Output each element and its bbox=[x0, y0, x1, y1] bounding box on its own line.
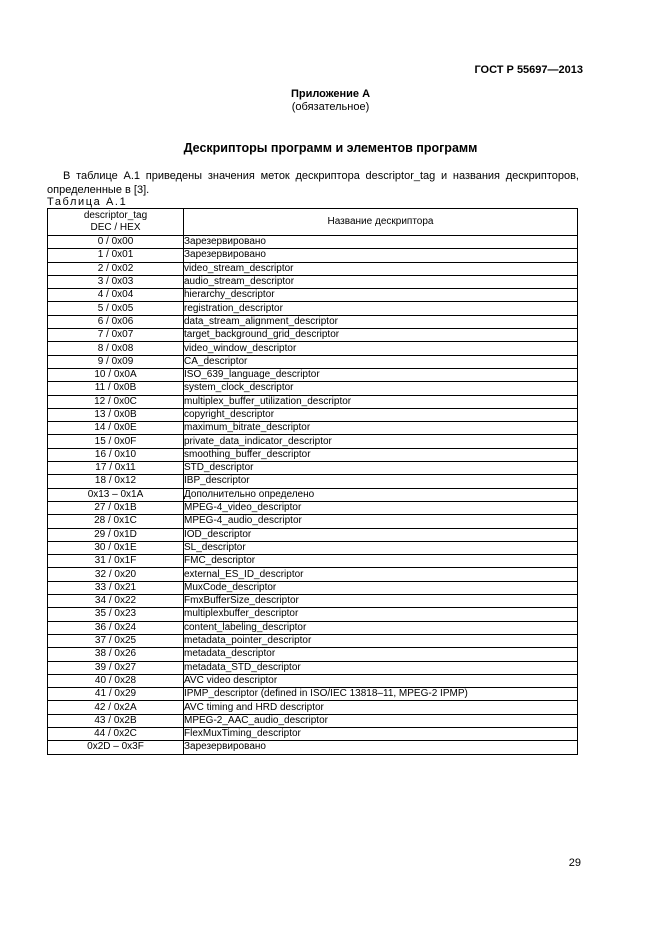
descriptor-name-cell: MPEG-2_AAC_audio_descriptor bbox=[184, 714, 578, 727]
descriptor-name-cell: metadata_STD_descriptor bbox=[184, 661, 578, 674]
descriptor-tag-cell: 39 / 0x27 bbox=[48, 661, 184, 674]
descriptor-tag-cell: 37 / 0x25 bbox=[48, 634, 184, 647]
table-row bbox=[48, 422, 578, 435]
table-row bbox=[48, 621, 578, 634]
table-row bbox=[48, 462, 578, 475]
descriptor-name-cell: IOD_descriptor bbox=[184, 528, 578, 541]
descriptor-tag-cell: 44 / 0x2C bbox=[48, 727, 184, 740]
table-row bbox=[48, 581, 578, 594]
column-header-descriptor-tag bbox=[48, 209, 184, 236]
table-row bbox=[48, 236, 578, 249]
descriptor-tag-cell: 0x13 – 0x1A bbox=[48, 488, 184, 501]
descriptor-tag-cell: 15 / 0x0F bbox=[48, 435, 184, 448]
descriptor-name-cell: data_stream_alignment_descriptor bbox=[184, 315, 578, 328]
descriptor-tag-cell: 9 / 0x09 bbox=[48, 355, 184, 368]
descriptor-tag-cell: 42 / 0x2A bbox=[48, 701, 184, 714]
table-row bbox=[48, 555, 578, 568]
intro-paragraph: В таблице А.1 приведены значения меток дескриптора descriptor_tag и названия дескрипторов, определенные в [3]. bbox=[47, 170, 579, 196]
descriptor-name-cell: target_background_grid_descriptor bbox=[184, 329, 578, 342]
descriptor-tag-cell: 29 / 0x1D bbox=[48, 528, 184, 541]
table-row bbox=[48, 355, 578, 368]
descriptor-tag-cell: 0 / 0x00 bbox=[48, 236, 184, 249]
table-row bbox=[48, 275, 578, 288]
table-caption: Таблица А.1 bbox=[47, 196, 128, 208]
descriptor-name-cell: hierarchy_descriptor bbox=[184, 289, 578, 302]
descriptor-tag-cell: 28 / 0x1C bbox=[48, 515, 184, 528]
descriptor-name-cell: metadata_descriptor bbox=[184, 648, 578, 661]
descriptor-tag-cell: 36 / 0x24 bbox=[48, 621, 184, 634]
descriptor-tag-cell: 16 / 0x10 bbox=[48, 448, 184, 461]
descriptor-tag-cell: 35 / 0x23 bbox=[48, 608, 184, 621]
descriptor-name-cell: ISO_639_language_descriptor bbox=[184, 368, 578, 381]
table-body bbox=[48, 236, 578, 755]
descriptor-name-cell: video_window_descriptor bbox=[184, 342, 578, 355]
descriptor-name-cell: metadata_pointer_descriptor bbox=[184, 634, 578, 647]
table-row bbox=[48, 435, 578, 448]
descriptor-name-cell: audio_stream_descriptor bbox=[184, 275, 578, 288]
descriptor-tag-cell: 14 / 0x0E bbox=[48, 422, 184, 435]
descriptor-tag-cell: 17 / 0x11 bbox=[48, 462, 184, 475]
table-row bbox=[48, 329, 578, 342]
table-row bbox=[48, 568, 578, 581]
table-row bbox=[48, 727, 578, 740]
descriptor-name-cell: FmxBufferSize_descriptor bbox=[184, 595, 578, 608]
descriptor-name-cell: MPEG-4_video_descriptor bbox=[184, 501, 578, 514]
table-row bbox=[48, 342, 578, 355]
table-row bbox=[48, 408, 578, 421]
descriptor-name-cell: maximum_bitrate_descriptor bbox=[184, 422, 578, 435]
descriptor-tag-cell: 5 / 0x05 bbox=[48, 302, 184, 315]
table-row bbox=[48, 448, 578, 461]
descriptor-tag-cell: 6 / 0x06 bbox=[48, 315, 184, 328]
table-row bbox=[48, 714, 578, 727]
descriptor-name-cell: private_data_indicator_descriptor bbox=[184, 435, 578, 448]
descriptor-tag-cell: 1 / 0x01 bbox=[48, 249, 184, 262]
table-header-row bbox=[48, 209, 578, 236]
descriptor-tag-cell: 34 / 0x22 bbox=[48, 595, 184, 608]
table-row bbox=[48, 515, 578, 528]
column-header-descriptor-name: Название дескриптора bbox=[184, 209, 578, 236]
table-row bbox=[48, 648, 578, 661]
descriptor-tag-cell: 10 / 0x0A bbox=[48, 368, 184, 381]
descriptor-tag-cell: 18 / 0x12 bbox=[48, 475, 184, 488]
page-number: 29 bbox=[568, 857, 581, 869]
descriptor-tag-cell: 4 / 0x04 bbox=[48, 289, 184, 302]
descriptor-tag-cell: 30 / 0x1E bbox=[48, 541, 184, 554]
table-row bbox=[48, 688, 578, 701]
descriptor-name-cell: Зарезервировано bbox=[184, 236, 578, 249]
descriptor-name-cell: MPEG-4_audio_descriptor bbox=[184, 515, 578, 528]
descriptor-name-cell: STD_descriptor bbox=[184, 462, 578, 475]
table-row bbox=[48, 528, 578, 541]
descriptor-tag-cell: 33 / 0x21 bbox=[48, 581, 184, 594]
descriptor-tag-cell: 3 / 0x03 bbox=[48, 275, 184, 288]
descriptor-tag-cell: 13 / 0x0B bbox=[48, 408, 184, 421]
table-row bbox=[48, 674, 578, 687]
descriptor-name-cell: AVC video descriptor bbox=[184, 674, 578, 687]
descriptor-tag-cell: 40 / 0x28 bbox=[48, 674, 184, 687]
descriptor-name-cell: FlexMuxTiming_descriptor bbox=[184, 727, 578, 740]
table-row bbox=[48, 595, 578, 608]
table-row bbox=[48, 289, 578, 302]
descriptor-name-cell: CA_descriptor bbox=[184, 355, 578, 368]
table-row bbox=[48, 701, 578, 714]
annex-status: (обязательное) bbox=[291, 101, 370, 113]
descriptor-tag-cell: 12 / 0x0C bbox=[48, 395, 184, 408]
descriptor-name-cell: AVC timing and HRD descriptor bbox=[184, 701, 578, 714]
descriptor-name-cell: Зарезервировано bbox=[184, 249, 578, 262]
descriptor-name-cell: FMC_descriptor bbox=[184, 555, 578, 568]
descriptor-tag-cell: 43 / 0x2B bbox=[48, 714, 184, 727]
descriptor-tag-cell: 8 / 0x08 bbox=[48, 342, 184, 355]
column-header-descriptor-tag-line1: descriptor_tag bbox=[83, 210, 148, 221]
descriptor-name-cell: video_stream_descriptor bbox=[184, 262, 578, 275]
table-row bbox=[48, 395, 578, 408]
descriptor-name-cell: multiplexbuffer_descriptor bbox=[184, 608, 578, 621]
descriptor-name-cell: IBP_descriptor bbox=[184, 475, 578, 488]
descriptor-name-cell: system_clock_descriptor bbox=[184, 382, 578, 395]
table-row bbox=[48, 475, 578, 488]
standard-number: ГОСТ Р 55697—2013 bbox=[474, 64, 583, 76]
table-row bbox=[48, 368, 578, 381]
section-title: Дескрипторы программ и элементов программ bbox=[183, 141, 478, 155]
descriptor-name-cell: IPMP_descriptor (defined in ISO/IEC 13818–11, MPEG-2 IPMP) bbox=[184, 688, 578, 701]
descriptor-tag-cell: 27 / 0x1B bbox=[48, 501, 184, 514]
annex-title: Приложение А bbox=[290, 88, 371, 100]
table-row bbox=[48, 262, 578, 275]
table-row bbox=[48, 634, 578, 647]
descriptor-name-cell: smoothing_buffer_descriptor bbox=[184, 448, 578, 461]
descriptor-name-cell: Зарезервировано bbox=[184, 741, 578, 754]
descriptor-tag-cell: 7 / 0x07 bbox=[48, 329, 184, 342]
table-row bbox=[48, 302, 578, 315]
descriptor-tag-cell: 0x2D – 0x3F bbox=[48, 741, 184, 754]
table-row bbox=[48, 382, 578, 395]
descriptor-tag-cell: 2 / 0x02 bbox=[48, 262, 184, 275]
descriptor-table bbox=[47, 208, 578, 755]
descriptor-name-cell: multiplex_buffer_utilization_descriptor bbox=[184, 395, 578, 408]
descriptor-name-cell: registration_descriptor bbox=[184, 302, 578, 315]
descriptor-name-cell: external_ES_ID_descriptor bbox=[184, 568, 578, 581]
table-row bbox=[48, 608, 578, 621]
table-row bbox=[48, 315, 578, 328]
descriptor-name-cell: content_labeling_descriptor bbox=[184, 621, 578, 634]
column-header-descriptor-tag-line2: DEC / HEX bbox=[90, 222, 141, 233]
table-row bbox=[48, 501, 578, 514]
descriptor-tag-cell: 32 / 0x20 bbox=[48, 568, 184, 581]
descriptor-name-cell: SL_descriptor bbox=[184, 541, 578, 554]
descriptor-tag-cell: 41 / 0x29 bbox=[48, 688, 184, 701]
descriptor-name-cell: copyright_descriptor bbox=[184, 408, 578, 421]
table-row bbox=[48, 741, 578, 754]
table-row bbox=[48, 661, 578, 674]
descriptor-name-cell: Дополнительно определено bbox=[184, 488, 578, 501]
table-row bbox=[48, 249, 578, 262]
table-row bbox=[48, 541, 578, 554]
descriptor-tag-cell: 11 / 0x0B bbox=[48, 382, 184, 395]
descriptor-tag-cell: 38 / 0x26 bbox=[48, 648, 184, 661]
table-row bbox=[48, 488, 578, 501]
descriptor-tag-cell: 31 / 0x1F bbox=[48, 555, 184, 568]
descriptor-name-cell: MuxCode_descriptor bbox=[184, 581, 578, 594]
